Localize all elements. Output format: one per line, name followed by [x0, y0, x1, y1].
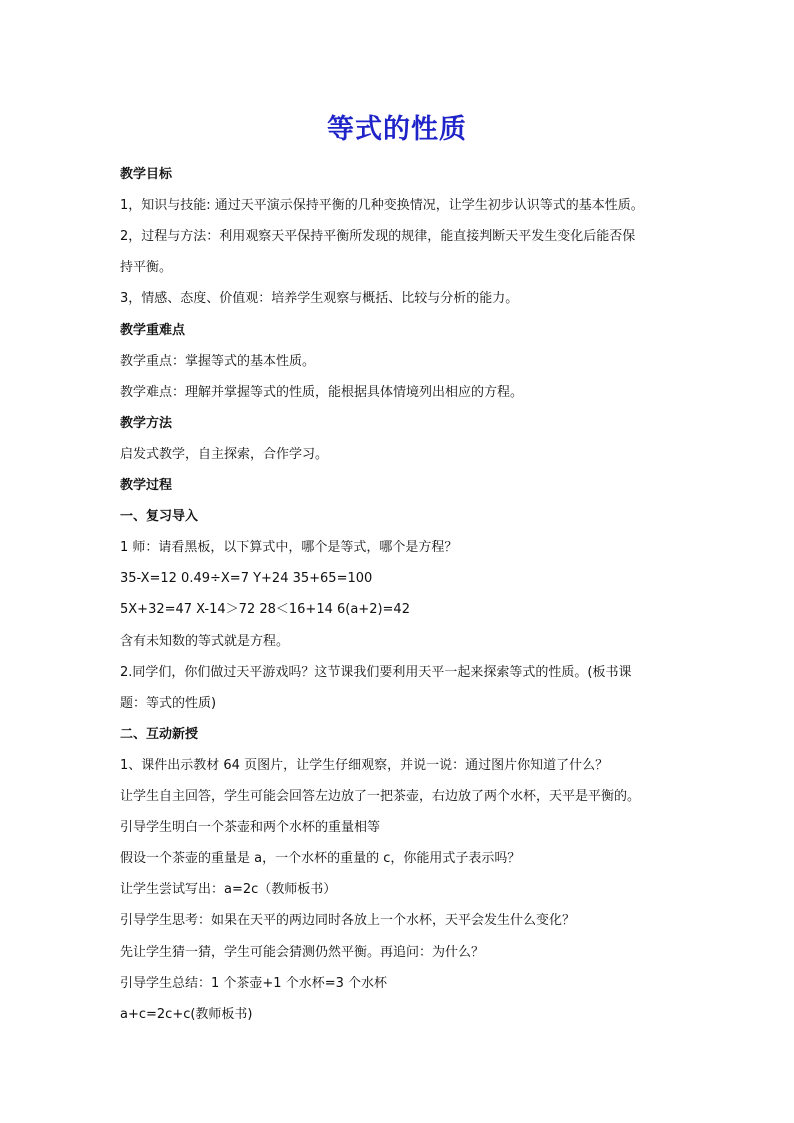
paragraph-line: 教学重点：掌握等式的基本性质。: [120, 353, 316, 369]
section-heading: 教学方法: [120, 415, 173, 431]
paragraph-line: 引导学生思考：如果在天平的两边同时各放上一个水杯，天平会发生什么变化？: [120, 913, 576, 929]
paragraph-line: 1，知识与技能: 通过天平演示保持平衡的几种变换情况，让学生初步认识等式的基本性质。: [120, 198, 644, 214]
paragraph-line: 教学难点：理解并掌握等式的性质，能根据具体情境列出相应的方程。: [120, 384, 524, 400]
paragraph-line: 让学生尝试写出：a=2c（教师板书）: [120, 882, 337, 898]
paragraph-line: 假设一个茶壶的重量是 a，一个水杯的重量的 c，你能用式子表示吗？: [120, 851, 521, 867]
paragraph-line: 5X+32=47 X-14＞72 28＜16+14 6(a+2)=42: [120, 602, 410, 618]
section-heading: 教学过程: [120, 478, 173, 493]
section-heading: 教学目标: [120, 167, 173, 182]
paragraph-line: 引导学生总结：1 个茶壶+1 个水杯=3 个水杯: [120, 975, 387, 991]
paragraph-line: 1、课件出示教材 64 页图片，让学生仔细观察，并说一说：通过图片你知道了什么？: [120, 757, 609, 773]
paragraph-line: 启发式教学，自主探索，合作学习。: [120, 446, 329, 462]
paragraph-line: a+c=2c+c(教师板书): [120, 1006, 253, 1022]
paragraph-line: 2.同学们，你们做过天平游戏吗？这节课我们要利用天平一起来探索等式的性质。(板书课: [120, 664, 632, 680]
paragraph-line: 先让学生猜一猜，学生可能会猜测仍然平衡。再追问：为什么？: [120, 944, 485, 960]
paragraph-line: 引导学生明白一个茶壶和两个水杯的重量相等: [120, 820, 381, 836]
section-heading: 二、互动新授: [120, 726, 199, 742]
document-title: 等式的性质: [327, 114, 467, 145]
paragraph-line: 2，过程与方法：利用观察天平保持平衡所发现的规律，能直接判断天平发生变化后能否保: [120, 229, 636, 245]
section-heading: 一、复习导入: [120, 509, 199, 525]
paragraph-line: 持平衡。: [120, 260, 173, 276]
paragraph-line: 1 师：请看黑板，以下算式中，哪个是等式，哪个是方程？: [120, 540, 458, 556]
paragraph-line: 让学生自主回答，学生可能会回答左边放了一把茶壶，右边放了两个水杯，天平是平衡的。: [120, 789, 641, 804]
paragraph-line: 3，情感、态度、价值观：培养学生观察与概括、比较与分析的能力。: [120, 291, 519, 307]
section-heading: 教学重难点: [120, 322, 186, 338]
paragraph-line: 35-X=12 0.49÷X=7 Y+24 35+65=100: [120, 571, 373, 587]
paragraph-line: 含有未知数的等式就是方程。: [120, 633, 290, 649]
paragraph-line: 题：等式的性质): [120, 695, 217, 711]
